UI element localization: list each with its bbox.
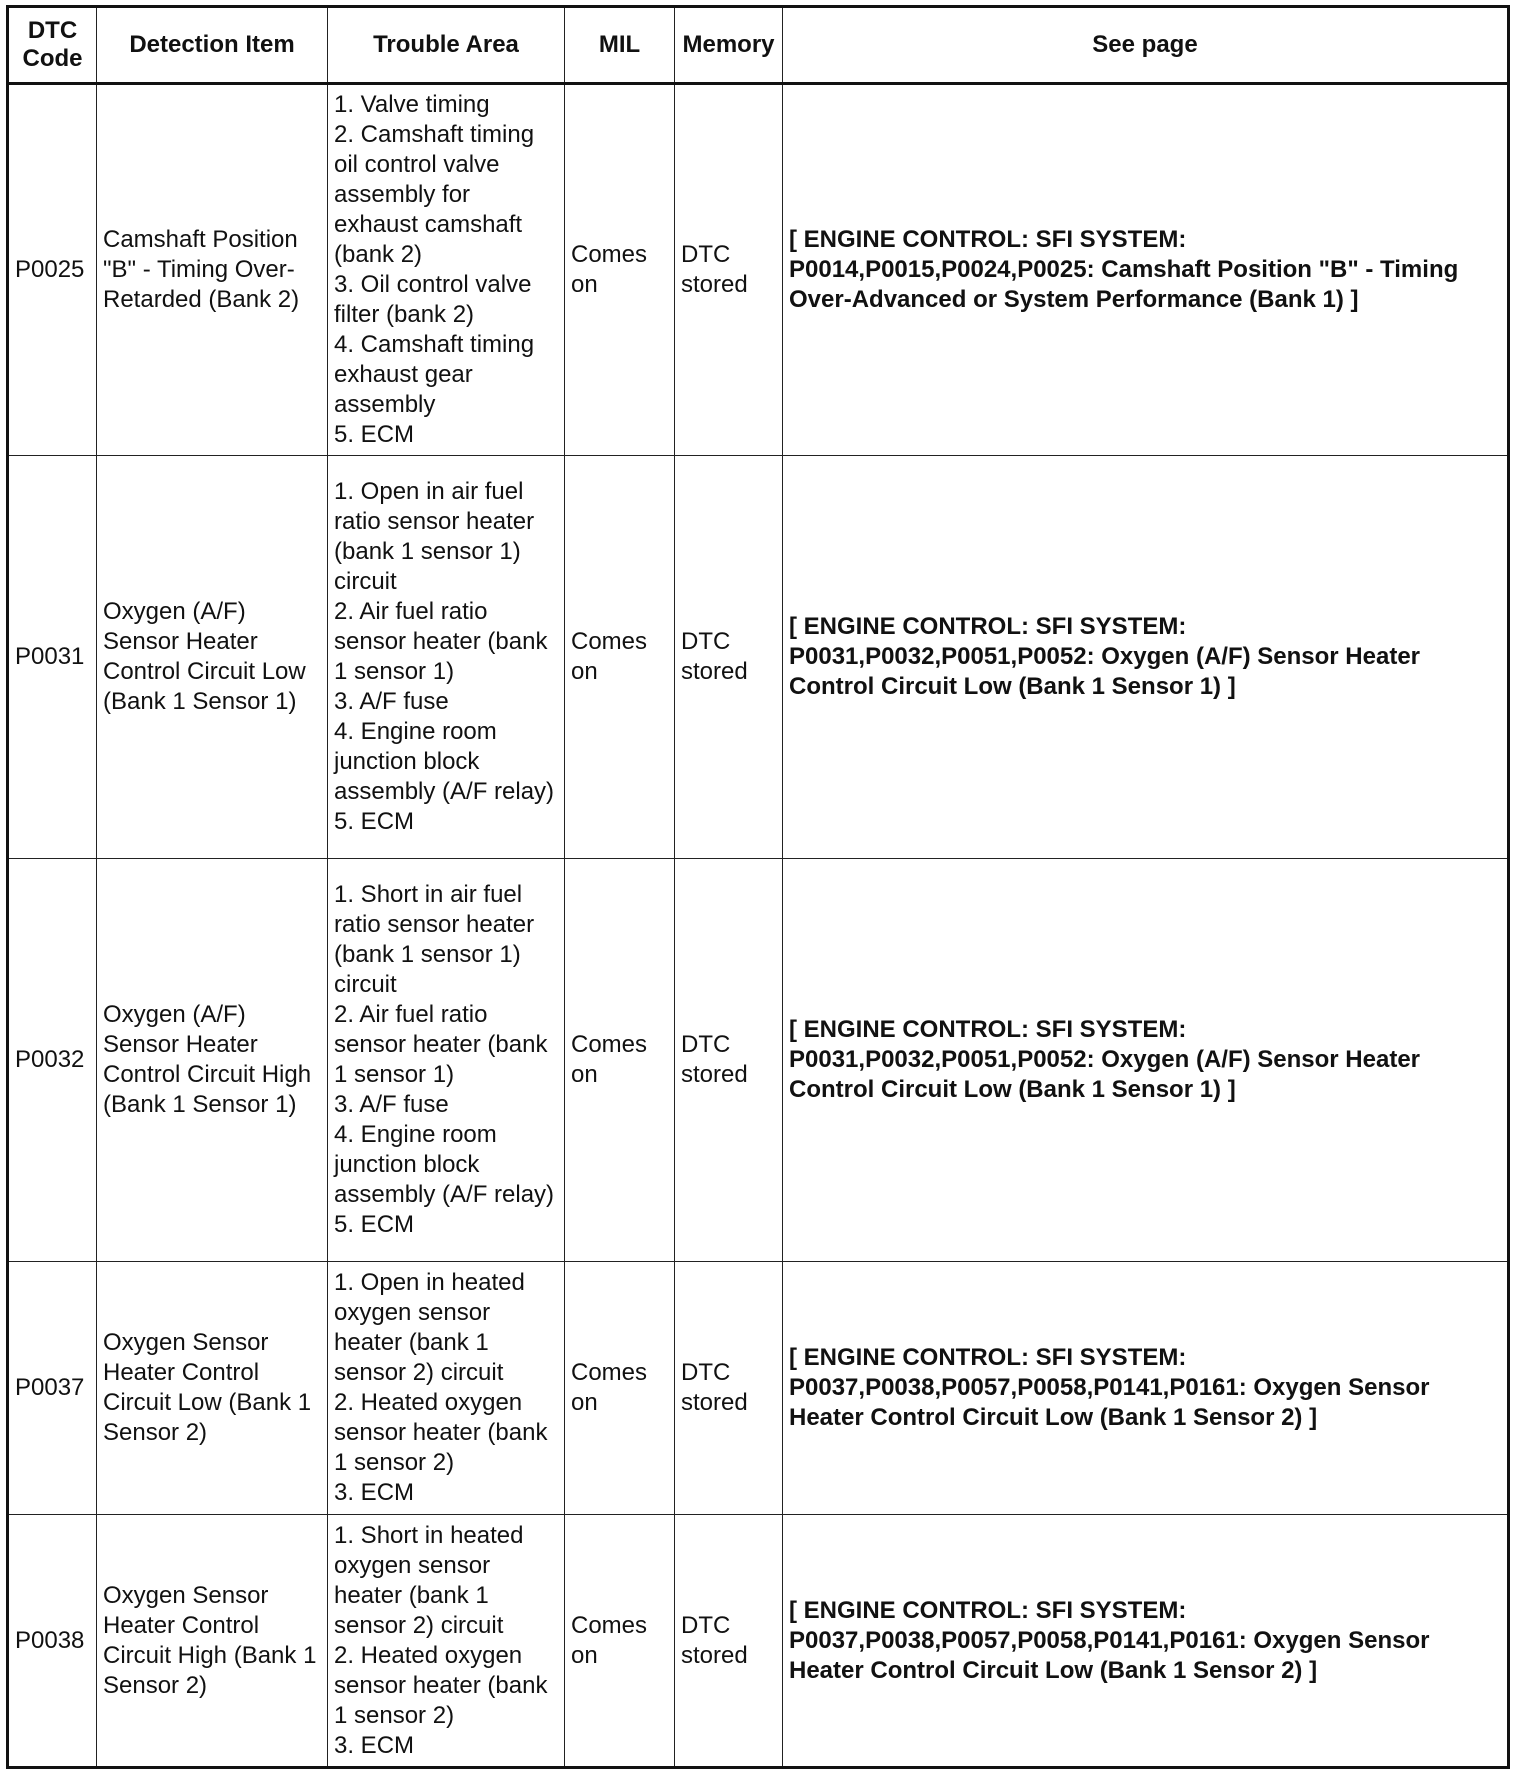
trouble-area-cell — [328, 456, 565, 859]
dtc-code-cell: P0037 — [8, 1262, 97, 1515]
see-page-cell — [783, 1515, 1509, 1768]
mil-cell: Comes on — [565, 859, 675, 1262]
trouble-area-line: 1. Short in heated oxygen sensor heater (bank 1 sensor 2) circuit — [334, 1521, 524, 1639]
table-header — [8, 7, 1509, 84]
trouble-area-line: 4. Engine room junction block assembly (A/F relay) — [334, 1121, 555, 1208]
table-row — [8, 84, 1509, 456]
mil-cell: Comes on — [565, 1262, 675, 1515]
memory-cell: DTC stored — [675, 456, 783, 859]
trouble-area-line: 4. Camshaft timing exhaust gear assembly — [334, 331, 535, 418]
trouble-area-cell — [328, 1515, 565, 1768]
see-page-link[interactable]: [ ENGINE CONTROL: SFI SYSTEM: P0031,P0032,P0051,P0052: Oxygen (A/F) Sensor Heater Control Circuit Low (Bank 1 Sensor 1) ] — [789, 613, 1421, 700]
dtc-code-cell: P0025 — [8, 84, 97, 456]
trouble-area-line: 4. Engine room junction block assembly (A/F relay) — [334, 718, 555, 805]
header-dtc-code: DTC Code — [8, 7, 97, 84]
header-memory: Memory — [675, 7, 783, 84]
detection-item-cell: Oxygen Sensor Heater Control Circuit High (Bank 1 Sensor 2) — [97, 1515, 328, 1768]
trouble-area-line: 3. ECM — [334, 1731, 415, 1759]
table-body — [8, 84, 1509, 1768]
see-page-link[interactable]: [ ENGINE CONTROL: SFI SYSTEM: P0031,P0032,P0051,P0052: Oxygen (A/F) Sensor Heater Control Circuit Low (Bank 1 Sensor 1) ] — [789, 1016, 1421, 1103]
trouble-area-line: 5. ECM — [334, 808, 415, 835]
trouble-area-line: 3. A/F fuse — [334, 688, 449, 715]
see-page-cell — [783, 84, 1509, 456]
trouble-area-line: 2. Camshaft timing oil control valve assembly for exhaust camshaft (bank 2) — [334, 121, 535, 268]
header-see-page: See page — [783, 7, 1509, 84]
dtc-code-cell: P0038 — [8, 1515, 97, 1768]
header-detection-item: Detection Item — [97, 7, 328, 84]
trouble-area-line: 1. Short in air fuel ratio sensor heater (bank 1 sensor 1) circuit — [334, 881, 535, 998]
trouble-area-line: 1. Valve timing — [334, 91, 490, 118]
table-row — [8, 456, 1509, 859]
see-page-link[interactable]: [ ENGINE CONTROL: SFI SYSTEM: P0014,P0015,P0024,P0025: Camshaft Position "B" - Timing Over-Advanced or System Performance (Bank 1) ] — [789, 226, 1459, 313]
trouble-area-line: 5. ECM — [334, 421, 415, 448]
trouble-area-line: 5. ECM — [334, 1211, 415, 1238]
memory-cell: DTC stored — [675, 84, 783, 456]
trouble-area-line: 2. Air fuel ratio sensor heater (bank 1 sensor 1) — [334, 598, 548, 685]
memory-cell: DTC stored — [675, 859, 783, 1262]
header-mil: MIL — [565, 7, 675, 84]
trouble-area-cell — [328, 1262, 565, 1515]
dtc-code-cell: P0032 — [8, 859, 97, 1262]
memory-cell: DTC stored — [675, 1262, 783, 1515]
detection-item-cell: Oxygen (A/F) Sensor Heater Control Circuit Low (Bank 1 Sensor 1) — [97, 456, 328, 859]
table-row — [8, 1262, 1509, 1515]
header-row — [8, 7, 1509, 84]
see-page-cell — [783, 456, 1509, 859]
trouble-area-line: 3. Oil control valve filter (bank 2) — [334, 271, 532, 328]
see-page-cell — [783, 859, 1509, 1262]
see-page-cell — [783, 1262, 1509, 1515]
table-row — [8, 1515, 1509, 1768]
header-trouble-area: Trouble Area — [328, 7, 565, 84]
trouble-area-line: 2. Heated oxygen sensor heater (bank 1 sensor 2) — [334, 1641, 548, 1729]
detection-item-cell: Oxygen Sensor Heater Control Circuit Low (Bank 1 Sensor 2) — [97, 1262, 328, 1515]
trouble-area-cell — [328, 859, 565, 1262]
detection-item-cell: Oxygen (A/F) Sensor Heater Control Circuit High (Bank 1 Sensor 1) — [97, 859, 328, 1262]
trouble-area-line: 2. Air fuel ratio sensor heater (bank 1 sensor 1) — [334, 1001, 548, 1088]
memory-cell: DTC stored — [675, 1515, 783, 1768]
mil-cell: Comes on — [565, 1515, 675, 1768]
trouble-area-line: 3. ECM — [334, 1479, 415, 1506]
see-page-link[interactable]: [ ENGINE CONTROL: SFI SYSTEM: P0037,P0038,P0057,P0058,P0141,P0161: Oxygen Sensor Heater Control Circuit Low (Bank 1 Sensor 2) ] — [789, 1344, 1430, 1431]
dtc-table — [6, 5, 1510, 1769]
trouble-area-line: 1. Open in heated oxygen sensor heater (bank 1 sensor 2) circuit — [334, 1269, 525, 1386]
mil-cell: Comes on — [565, 456, 675, 859]
trouble-area-cell — [328, 84, 565, 456]
mil-cell: Comes on — [565, 84, 675, 456]
detection-item-cell: Camshaft Position "B" - Timing Over-Retarded (Bank 2) — [97, 84, 328, 456]
dtc-code-cell: P0031 — [8, 456, 97, 859]
table-row — [8, 859, 1509, 1262]
trouble-area-line: 2. Heated oxygen sensor heater (bank 1 sensor 2) — [334, 1389, 548, 1476]
trouble-area-line: 3. A/F fuse — [334, 1091, 449, 1118]
see-page-link[interactable]: [ ENGINE CONTROL: SFI SYSTEM: P0037,P0038,P0057,P0058,P0141,P0161: Oxygen Sensor Heater Control Circuit Low (Bank 1 Sensor 2) ] — [789, 1596, 1430, 1684]
trouble-area-line: 1. Open in air fuel ratio sensor heater (bank 1 sensor 1) circuit — [334, 478, 535, 595]
